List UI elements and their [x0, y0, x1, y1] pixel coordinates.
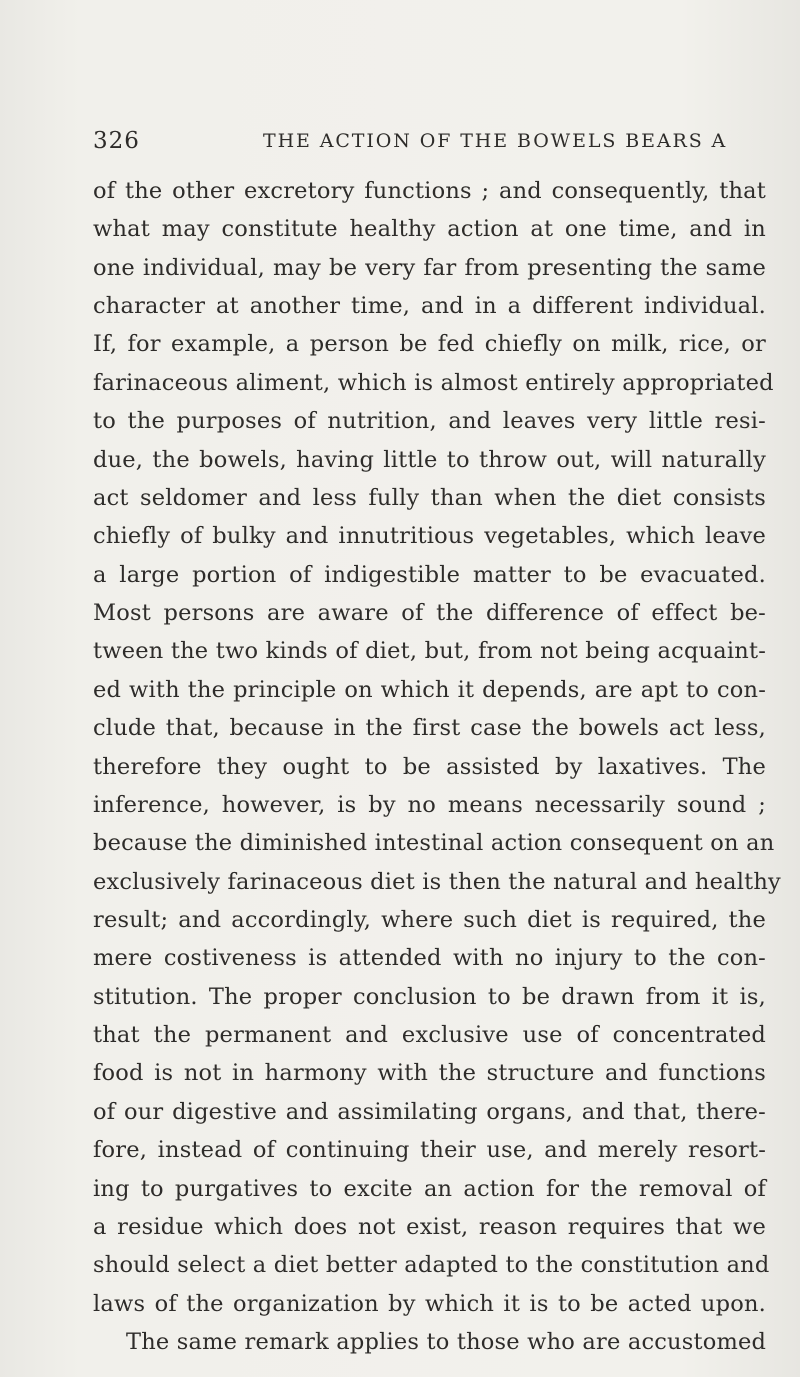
- text-line: of our digestive and assimilating organs, and that, there-: [93, 1098, 766, 1125]
- text-line: of the other excretory functions ; and consequently, that: [93, 178, 766, 204]
- text-line: chiefly of bulky and innutritious vegetables, which leave: [93, 523, 766, 550]
- text-line: character at another time, and in a different individual.: [93, 293, 766, 320]
- text-line: Most persons are aware of the difference of effect be-: [93, 600, 766, 627]
- text-line: result; and accordingly, where such diet is required, the: [93, 906, 766, 933]
- text-line: a large portion of indigestible matter to be evacuated.: [93, 561, 766, 588]
- text-line: act seldomer and less fully than when the diet consists: [93, 484, 766, 511]
- text-line: ed with the principle on which it depends, are apt to con-: [93, 676, 766, 703]
- text-line: because the diminished intestinal action consequent on an: [93, 830, 775, 857]
- text-line: tween the two kinds of diet, but, from not being acquaint-: [93, 638, 766, 665]
- text-line: a residue which does not exist, reason requires that we: [93, 1213, 766, 1240]
- text-line: exclusively farinaceous diet is then the natural and healthy: [93, 868, 781, 895]
- text-line: laws of the organization by which it is to be acted upon.: [93, 1290, 766, 1317]
- text-line: farinaceous aliment, which is almost entirely appropriated: [93, 369, 774, 396]
- page-number: 326: [93, 128, 140, 154]
- text-line: therefore they ought to be assisted by laxatives. The: [93, 753, 766, 780]
- text-line: The same remark applies to those who are accustomed: [126, 1329, 767, 1355]
- text-line: should select a diet better adapted to the constitution and: [93, 1252, 770, 1279]
- text-line: what may constitute healthy action at one time, and in: [93, 216, 766, 243]
- text-line: to the purposes of nutrition, and leaves very little resi-: [93, 408, 766, 435]
- text-line: mere costiveness is attended with no injury to the con-: [93, 945, 766, 972]
- text-line: food is not in harmony with the structure and functions: [93, 1060, 766, 1087]
- text-line: one individual, may be very far from presenting the same: [93, 254, 766, 281]
- text-line: If, for example, a person be fed chiefly on milk, rice, or: [93, 331, 766, 358]
- text-line: inference, however, is by no means necessarily sound ;: [93, 791, 766, 818]
- text-line: fore, instead of continuing their use, and merely resort-: [93, 1137, 766, 1164]
- text-line: due, the bowels, having little to throw out, will naturally: [93, 446, 766, 473]
- text-line: that the permanent and exclusive use of concentrated: [93, 1022, 766, 1049]
- text-line: stitution. The proper conclusion to be drawn from it is,: [93, 983, 766, 1010]
- text-line: clude that, because in the first case the bowels act less,: [93, 715, 766, 742]
- text-line: ing to purgatives to excite an action for the removal of: [93, 1175, 766, 1202]
- running-title: THE ACTION OF THE BOWELS BEARS A: [263, 130, 728, 152]
- running-head: [93, 128, 773, 162]
